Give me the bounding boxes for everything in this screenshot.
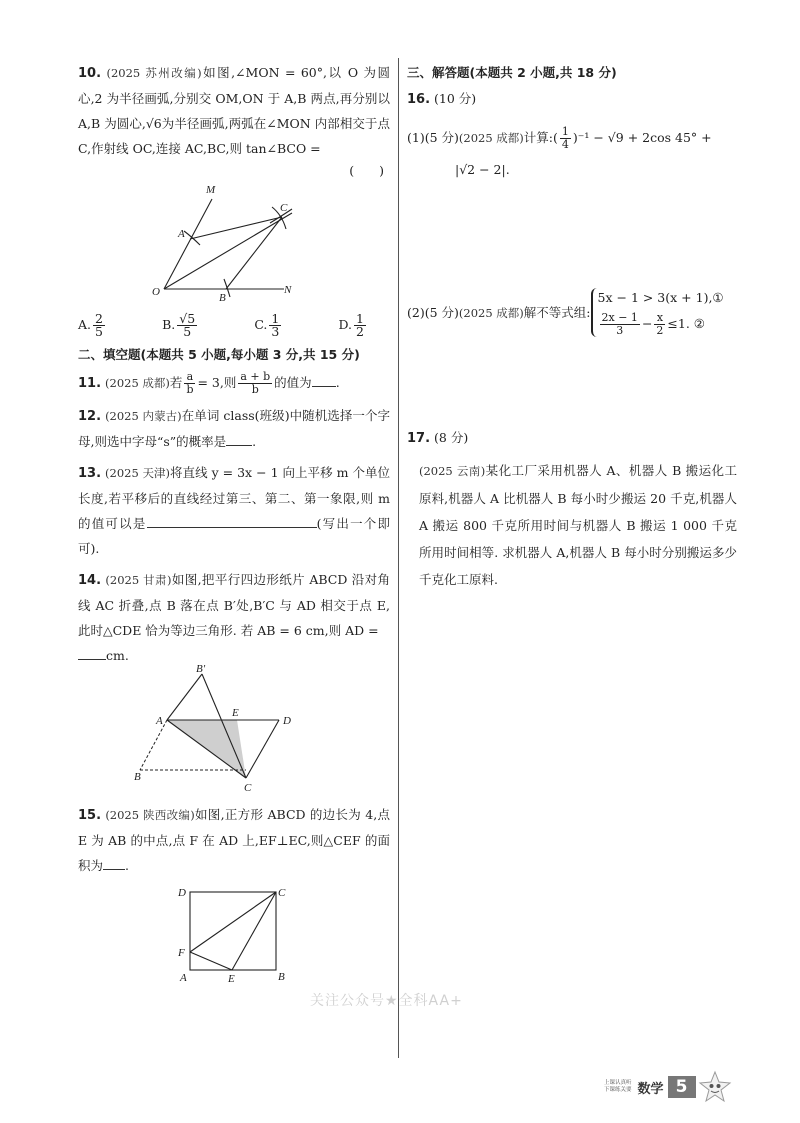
inequality-2 [598, 312, 724, 337]
question-number: 12. [78, 409, 102, 424]
text-part: 的值为 [274, 375, 312, 390]
question-14 [78, 567, 390, 668]
question-source: (2025 甘肃) [105, 573, 172, 587]
choice-a-num: 2 [95, 310, 103, 326]
choice-c-label: C. [254, 316, 268, 332]
question-15 [78, 802, 390, 878]
label-a: A [180, 972, 187, 984]
page-number: 5 [668, 1076, 696, 1098]
frac-2x-1-over-3 [600, 312, 640, 337]
choice-d-frac [354, 310, 366, 339]
text-part: . [125, 858, 129, 873]
column-divider [398, 58, 399, 1058]
square-abcd [190, 892, 276, 970]
question-source: (2025 成都) [105, 376, 170, 390]
text-part: = 3,则 [197, 375, 237, 390]
part-source: (2025 成都) [458, 305, 524, 320]
question-text: 如图,把平行四边形纸片 ABCD 沿对角线 AC 折叠,点 B 落在点 B′处,B′C 与 AD 相交于点 E,此时△CDE 恰为等边三角形. 若 AB = 6 cm,则 AD = [78, 572, 390, 638]
choice-c-den: 3 [271, 323, 280, 339]
section-heading-fill-in: 二、填空题(本题共 5 小题,每小题 3 分,共 15 分) [78, 347, 360, 362]
label-d: D [283, 715, 291, 727]
inequality-system [591, 288, 724, 337]
unit-text: cm. [106, 648, 129, 663]
frac-num: 1 [561, 125, 569, 138]
choice-c[interactable] [254, 310, 283, 339]
q16-part-1 [407, 122, 737, 186]
question-text: 如图,∠MON = 60°,以 O 为圆心,2 为半径画弧,分别交 OM,ON 于 A,B 两点,再分别以 A,B 为圆心,√6为半径画弧,两弧在∠MON 内部相交于点 C,作射线 OC,连接 AC,BC,则 tan∠BCO = [78, 65, 390, 156]
question-13 [78, 460, 390, 561]
label-c: C [278, 887, 286, 899]
question-score: (8 分) [434, 430, 469, 445]
label-n: N [284, 284, 292, 296]
frac-num: a + b [240, 370, 271, 383]
part-text: )⁻¹ − √9 + 2cos 45° + [572, 130, 712, 145]
frac-num: x [654, 312, 665, 325]
question-text: 将直线 y = 3x − 1 向上平移 m 个单位长度,若平移后的直线经过第三、第二、第一象限,则 m 的值可以是 [78, 465, 390, 531]
arc-a [184, 231, 200, 245]
segment-bc [226, 217, 282, 289]
label-c: C [280, 202, 288, 214]
text-part: (写出一个即可). [78, 516, 390, 556]
text-part: 若 [169, 375, 183, 390]
question-12 [78, 403, 390, 454]
question-text: 如图,正方形 ABCD 的边长为 4,点 E 为 AB 的中点,点 F 在 AD 上,EF⊥EC,则△CEF 的面积为 [78, 807, 390, 873]
ray-om [164, 199, 212, 289]
answer-bracket: ( ) [349, 163, 384, 178]
left-column [78, 60, 390, 984]
question-source: (2025 天津) [105, 466, 170, 480]
choice-d-num: 1 [356, 310, 364, 326]
q10-choices [78, 308, 368, 342]
watermark-text: 关注公众号★全科AA+ [310, 993, 463, 1009]
label-d: D [178, 887, 186, 899]
frac-den: 4 [561, 138, 569, 151]
star-mascot-icon [698, 1070, 732, 1104]
q17-body [407, 457, 737, 593]
question-number: 10. [78, 66, 102, 81]
choice-a-frac [93, 310, 105, 339]
label-m: M [206, 184, 216, 196]
question-score: (10 分) [434, 91, 477, 106]
label-b-prime: B′ [196, 663, 206, 675]
frac-den: 3 [616, 324, 624, 337]
frac-num: a [184, 371, 195, 384]
q15-figure [174, 884, 294, 984]
fraction-a-over-b [184, 371, 195, 396]
choice-b[interactable] [162, 310, 199, 339]
question-11 [78, 368, 390, 399]
dashed-ab [140, 720, 167, 770]
segment-ab-prime [167, 674, 202, 720]
frac-num: 2x − 1 [601, 311, 638, 324]
question-16 [407, 86, 737, 112]
slogan-line-2: 下课练关要 [604, 1087, 632, 1093]
segment-ec [232, 892, 276, 970]
fraction-a-plus-b-over-b [238, 371, 272, 396]
ray-oc [164, 213, 292, 289]
page-footer [604, 1070, 732, 1104]
choice-c-num: 1 [271, 310, 280, 326]
choice-b-num: √5 [179, 310, 196, 326]
choice-b-den: 5 [183, 323, 192, 339]
fraction-one-fourth [560, 126, 571, 151]
part-text-line2: |√2 − 2|. [455, 162, 510, 177]
slogan-line-1: 上课认真听 [604, 1080, 632, 1086]
question-10 [78, 60, 390, 161]
label-a: A [178, 228, 185, 240]
choice-a-den: 5 [95, 323, 103, 339]
question-number: 14. [78, 573, 102, 588]
q16-part-2 [407, 288, 737, 337]
label-a: A [156, 715, 163, 727]
question-number: 15. [78, 808, 102, 823]
answer-blank[interactable] [147, 513, 317, 528]
question-number: 13. [78, 466, 102, 481]
choice-c-frac [269, 310, 281, 339]
choice-d[interactable] [338, 310, 368, 339]
segment-ac [190, 217, 282, 239]
answer-blank[interactable] [312, 372, 336, 387]
question-source: (2025 陕西改编) [105, 808, 195, 822]
label-e: E [228, 973, 235, 985]
subject-label: 数学 [637, 1081, 664, 1097]
question-source: (2025 云南) [419, 464, 486, 478]
label-o: O [152, 286, 160, 298]
question-source: (2025 内蒙古) [105, 409, 182, 423]
choice-a[interactable] [78, 310, 107, 339]
frac-x-over-2 [654, 312, 665, 337]
label-b: B [278, 971, 285, 983]
answer-blank[interactable] [226, 431, 252, 446]
section-heading-solutions: 三、解答题(本题共 2 小题,共 18 分) [407, 65, 617, 80]
part-text: 解不等式组: [523, 304, 591, 320]
choice-b-label: B. [162, 316, 176, 332]
question-source: (2025 苏州改编) [106, 66, 202, 80]
question-17 [407, 425, 737, 451]
label-f: F [178, 947, 185, 959]
choice-b-frac [177, 310, 197, 339]
question-number: 11. [78, 376, 102, 391]
frac-den: b [251, 383, 259, 396]
text-part: . [335, 375, 340, 390]
question-text: 某化工厂采用机器人 A、机器人 B 搬运化工原料,机器人 A 比机器人 B 每小时少搬运 20 千克,机器人 A 搬运 800 千克所用时间与机器人 B 搬运 1 000 千克所用时间相等. 求机器人 A,机器人 B 每小时分别搬运多少千克化工原料. [419, 463, 737, 587]
segment-cf [190, 892, 276, 952]
part-label: (1)(5 分) [407, 130, 459, 145]
segment-fe [190, 952, 232, 970]
inequality-1: 5x − 1 > 3(x + 1),① [597, 290, 724, 305]
choice-d-label: D. [338, 316, 353, 332]
choice-a-label: A. [78, 316, 92, 332]
question-number: 17. [407, 431, 431, 446]
answer-blank[interactable] [103, 855, 125, 870]
text-part: . [252, 434, 257, 449]
label-b: B [134, 771, 141, 783]
footer-slogan [604, 1080, 632, 1094]
part-source: (2025 成都) [458, 131, 524, 145]
part-text: 计算:( [523, 130, 558, 145]
right-column [407, 60, 737, 593]
question-number: 16. [407, 92, 431, 107]
label-e: E [232, 707, 239, 719]
segment-dc [246, 720, 279, 778]
label-b: B [219, 292, 226, 304]
part-label: (2)(5 分) [407, 304, 459, 320]
choice-d-den: 2 [356, 323, 364, 339]
frac-den: 2 [656, 324, 664, 337]
q10-figure [134, 179, 334, 304]
frac-den: b [186, 383, 194, 396]
answer-blank[interactable] [78, 645, 106, 660]
question-text: 在单词 class(班级)中随机选择一个字母,则选中字母“s”的概率是 [78, 408, 390, 449]
inequality-end: ≤1. ② [667, 316, 706, 331]
label-c: C [244, 782, 252, 794]
minus-sign: − [641, 316, 653, 331]
q14-figure [134, 663, 334, 798]
